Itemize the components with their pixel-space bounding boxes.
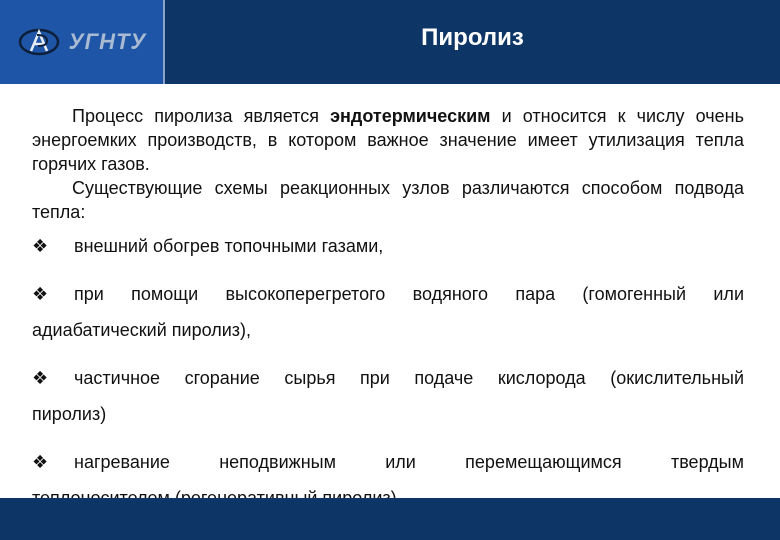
slide-title: Пиролиз	[421, 24, 524, 51]
bullet-text: внешний обогрев топочными газами,	[74, 236, 384, 256]
bullet-text-line1: при помощи высокоперегретого водяного пара (гомогенный или	[74, 284, 744, 304]
bullet-word: твердым	[670, 452, 744, 472]
slide-content	[32, 104, 744, 510]
bullet-diamond-icon: ❖	[32, 284, 49, 304]
bullet-text-line2: пиролиз)	[32, 404, 107, 424]
bullet-diamond-icon: ❖	[32, 236, 49, 256]
logo-panel	[0, 0, 165, 84]
paragraph-intro-start: Процесс пиролиза является	[72, 106, 331, 126]
bullet-text-line2: адиабатический пиролиз),	[32, 320, 251, 340]
slide-header	[0, 0, 780, 84]
bullet-text	[32, 366, 744, 426]
bullet-word: неподвижным	[219, 452, 336, 472]
bullet-diamond-icon: ❖	[32, 368, 49, 388]
bullet-word: или	[385, 452, 416, 472]
paragraph-intro-bold: эндотермическим	[330, 106, 491, 126]
paragraph-intro	[32, 104, 744, 176]
bullet-word: перемещающимся	[465, 452, 622, 472]
university-logo-icon	[17, 27, 63, 57]
bullet-item-2	[32, 282, 744, 342]
bullet-text-line1: частичное сгорание сырья при подаче кислорода (окислительный	[74, 368, 744, 388]
bullet-word: нагревание	[74, 452, 170, 472]
bullet-diamond-icon: ❖	[32, 452, 49, 472]
bullet-item-1	[32, 234, 744, 258]
bullet-text-line1	[74, 450, 744, 474]
paragraph-schemes: Существующие схемы реакционных узлов различаются способом подвода тепла:	[32, 178, 744, 222]
slide-footer	[0, 498, 780, 540]
logo-text: УГНТУ	[68, 29, 147, 54]
bullet-item-3	[32, 366, 744, 426]
bullet-text	[32, 282, 744, 342]
paragraph-intro-end: и относится к числу очень энергоемких производств, в котором важное значение имеет утилизация тепла горячих газов.	[32, 106, 744, 174]
